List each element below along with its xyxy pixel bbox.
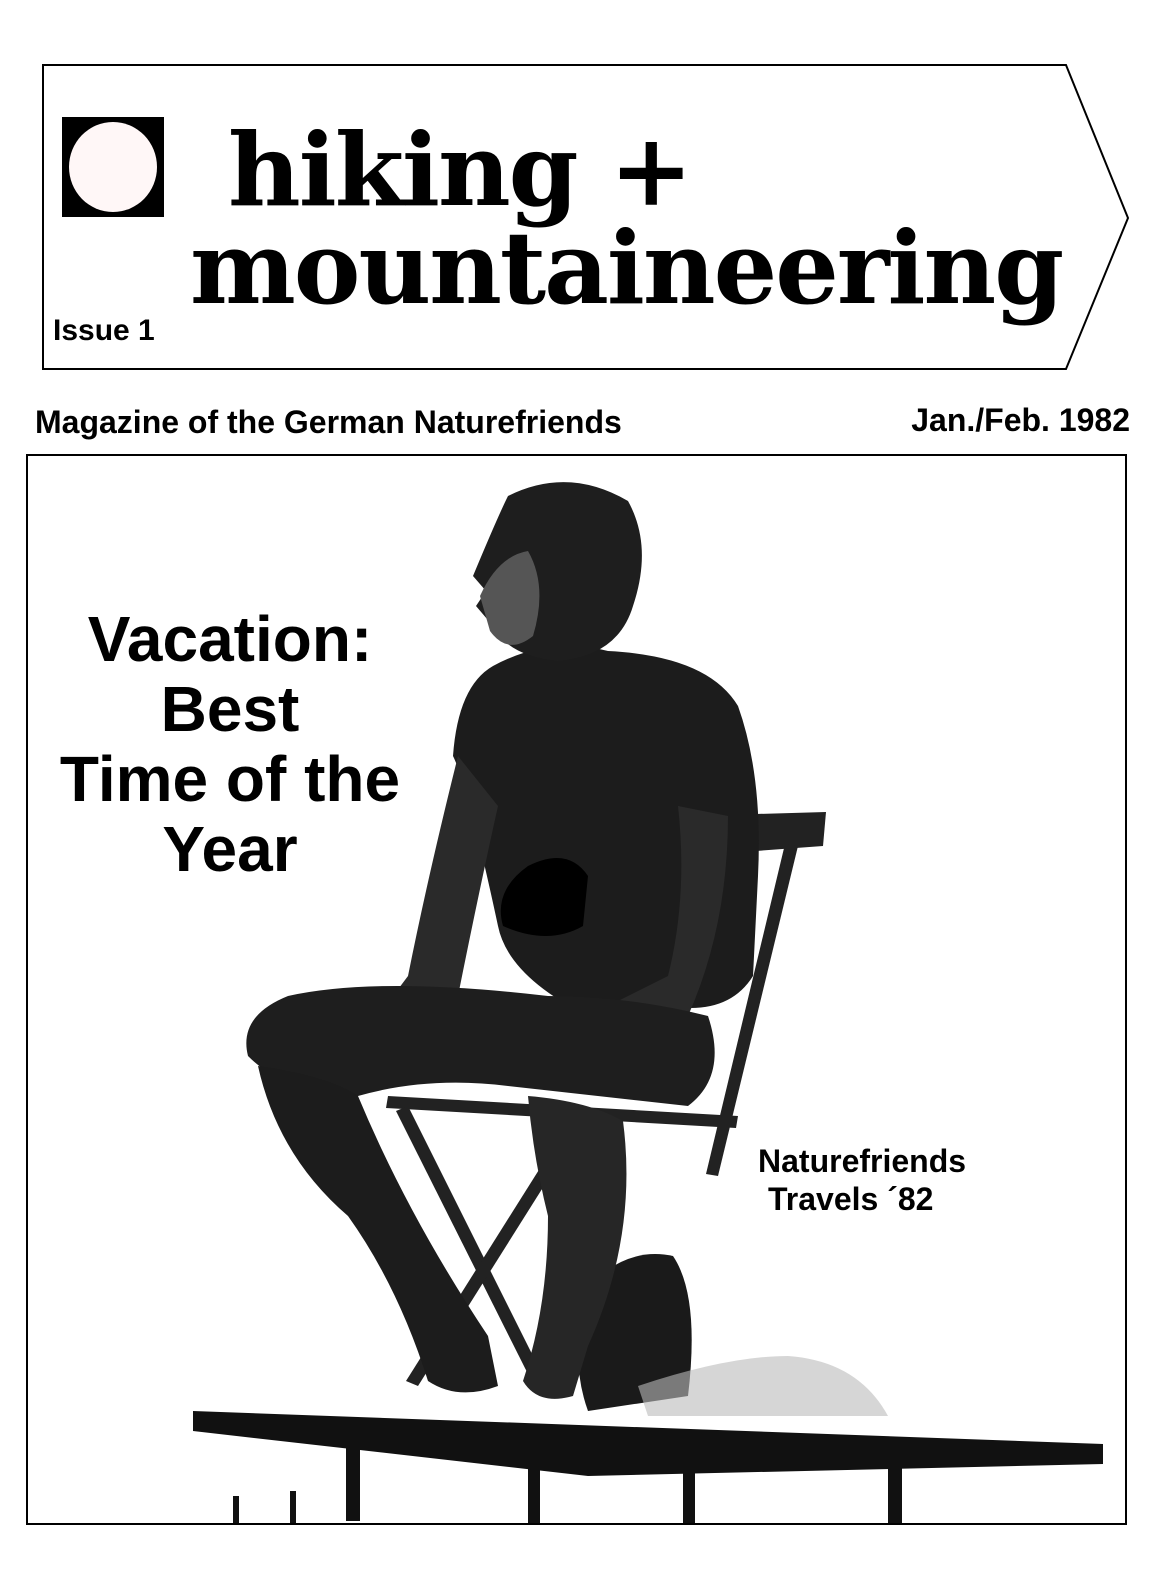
issue-number: Issue 1	[53, 314, 155, 347]
cover-headline	[30, 604, 430, 884]
teaser-line: Naturefriends	[758, 1143, 967, 1179]
travels-teaser	[758, 1142, 966, 1218]
circle-logo-icon	[62, 117, 164, 217]
headline-line: Best	[160, 673, 300, 745]
headline-line: Vacation:	[87, 603, 373, 675]
teaser-line: Travels ´82	[768, 1181, 934, 1217]
magazine-subtitle: Magazine of the German Naturefriends	[35, 404, 622, 440]
magazine-title-line2: mountaineering	[190, 209, 1063, 327]
masthead	[0, 0, 1161, 380]
headline-line: Time of the	[59, 743, 401, 815]
headline-line: Year	[162, 813, 298, 885]
magazine-title-line1: hiking +	[228, 111, 692, 229]
issue-date: Jan./Feb. 1982	[911, 402, 1130, 438]
